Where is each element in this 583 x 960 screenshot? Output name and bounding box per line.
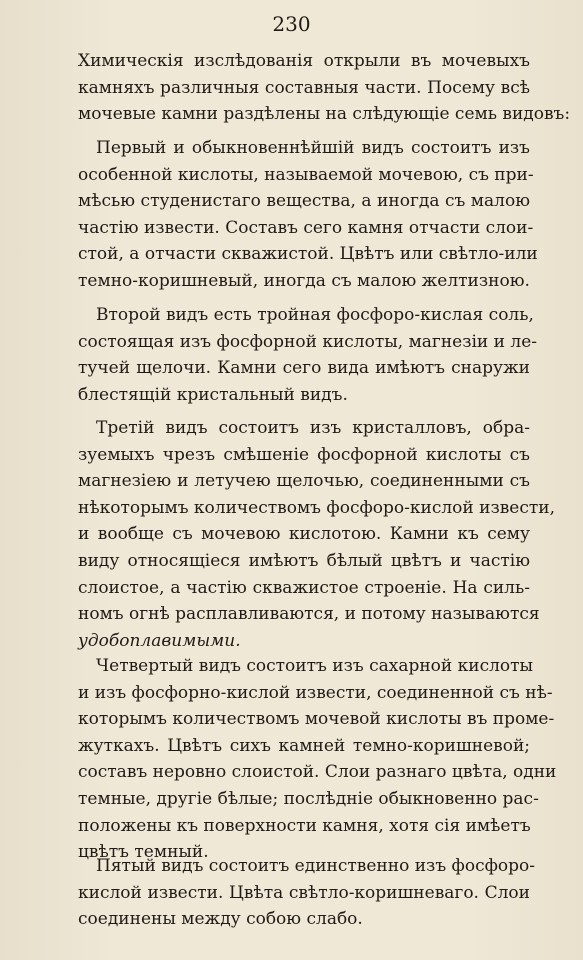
paragraph-3 <box>78 302 538 408</box>
text-line: соединены между собою слабо. <box>78 909 363 930</box>
text-line: слоистое, а частію скважистое строеніе. На силь- <box>78 577 530 598</box>
text-line: жуткахъ. Цвѣтъ сихъ камней темно-коришневой; <box>78 735 530 756</box>
text-line: Второй видъ есть тройная фосфоро-кислая соль, <box>96 305 534 325</box>
text-line: кислой извести. Цвѣта свѣтло-коришневаго. Слои <box>78 882 530 903</box>
text-line: состоящая изъ фосфорной кислоты, магнезіи и ле- <box>78 331 538 352</box>
text-line: Третій видъ состоитъ изъ кристалловъ, обра- <box>96 418 530 438</box>
text-line: и изъ фосфорно-кислой извести, соединенной съ нѣ- <box>78 682 553 703</box>
text-line: Химическія изслѣдованія открыли въ мочевыхъ <box>78 51 530 71</box>
text-line: блестящій кристальный видъ. <box>78 384 348 405</box>
text-line: частію извести. Составъ сего камня отчасти слои- <box>78 217 534 238</box>
text-line: номъ огнѣ расплавливаются, и потому называются <box>78 604 540 625</box>
text-line: мочевые камни раздѣлены на слѣдующіе семь видовъ: <box>78 104 571 125</box>
paragraph-6 <box>78 853 536 933</box>
text-line: цвѣтъ темный. <box>78 842 209 863</box>
text-line: составъ неровно слоистой. Слои разнаго цвѣта, одни <box>78 762 557 783</box>
text-line: мѣсью студенистаго вещества, а иногда съ малою <box>78 191 530 212</box>
text-line: темные, другіе бѣлые; послѣдніе обыкновенно рас- <box>78 788 539 809</box>
text-line: которымъ количествомъ мочевой кислоты въ проме- <box>78 709 555 730</box>
text-line: зуемыхъ чрезъ смѣшеніе фосфорной кислоты съ <box>78 444 530 465</box>
text-line: положены къ поверхности камня, хотя сія имѣетъ <box>78 815 531 836</box>
text-line: магнезіею и летучею щелочью, соединенными съ <box>78 471 530 492</box>
page-number: 230 <box>272 12 311 36</box>
text-line: виду относящіеся имѣютъ бѣлый цвѣтъ и частію <box>78 550 530 571</box>
text-line: удобоплавимыми. <box>78 630 241 651</box>
text-line: тучей щелочи. Камни сего вида имѣютъ снаружи <box>78 358 530 379</box>
text-line: темно-коришневый, иногда съ малою желтизною. <box>78 270 530 291</box>
text-line: стой, а отчасти скважистой. Цвѣтъ или свѣтло-или <box>78 244 538 265</box>
text-line: Первый и обыкновеннѣйшій видъ состоитъ изъ <box>96 138 530 158</box>
text-line: камняхъ различныя составныя части. Посему всѣ <box>78 77 530 98</box>
text-line: особенной кислоты, называемой мочевою, съ при- <box>78 164 534 185</box>
paragraph-1 <box>78 48 571 128</box>
paragraph-4 <box>78 415 556 654</box>
text-line: Четвертый видъ состоитъ изъ сахарной кислоты <box>96 656 534 676</box>
paragraph-2 <box>78 135 538 295</box>
text-line: нѣкоторымъ количествомъ фосфоро-кислой извести, <box>78 497 556 518</box>
text-line: Пятый видъ состоитъ единственно изъ фосфоро- <box>96 856 536 876</box>
text-line: и вообще съ мочевою кислотою. Камни къ сему <box>78 524 530 545</box>
